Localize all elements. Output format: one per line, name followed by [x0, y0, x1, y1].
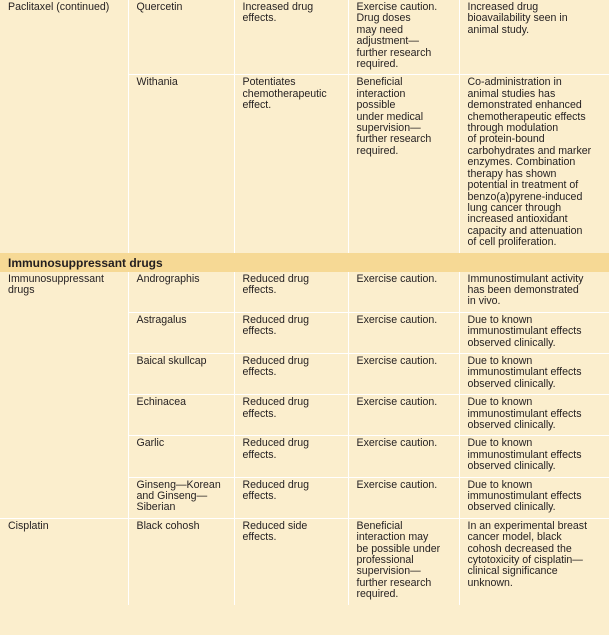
recommendation-cell: Exercise caution.	[348, 436, 459, 477]
effect-cell: Reduced drug effects.	[234, 353, 348, 394]
effect-cell: Potentiates chemotherapeutic effect.	[234, 75, 348, 253]
herb-cell: Baical skullcap	[128, 353, 234, 394]
recommendation-cell: Exercise caution.	[348, 395, 459, 436]
comment-cell: Due to known immunostimulant effects observed clinically.	[459, 312, 609, 353]
comment-cell: Due to known immunostimulant effects observed clinically.	[459, 353, 609, 394]
recommendation-cell: Beneficial interaction possible under medical supervision— further research required.	[348, 75, 459, 253]
section-title: Immunosuppressant drugs	[0, 253, 609, 272]
herb-cell: Ginseng—Korean and Ginseng— Siberian	[128, 477, 234, 518]
herb-cell: Astragalus	[128, 312, 234, 353]
table-row	[0, 353, 609, 394]
table-row	[0, 395, 609, 436]
comment-cell: Due to known immunostimulant effects observed clinically.	[459, 436, 609, 477]
recommendation-cell: Exercise caution. Drug doses may need adjustment— further research required.	[348, 0, 459, 75]
effect-cell: Reduced drug effects.	[234, 395, 348, 436]
drug-cell: Paclitaxel (continued)	[8, 1, 110, 13]
table-row	[0, 477, 609, 518]
recommendation-cell: Exercise caution.	[348, 312, 459, 353]
table-row	[0, 518, 609, 604]
effect-cell: Increased drug effects.	[234, 0, 348, 75]
table-row	[0, 272, 609, 313]
herb-cell: Garlic	[128, 436, 234, 477]
effect-cell: Reduced drug effects.	[234, 312, 348, 353]
table-row	[0, 436, 609, 477]
comment-cell: Immunostimulant activity has been demonstrated in vivo.	[459, 272, 609, 313]
effect-cell: Reduced drug effects.	[234, 272, 348, 313]
comment-cell: Due to known immunostimulant effects observed clinically.	[459, 395, 609, 436]
table-row	[0, 75, 609, 253]
drug-cell	[0, 436, 128, 477]
recommendation-cell: Exercise caution.	[348, 353, 459, 394]
drug-cell	[0, 75, 128, 253]
herb-cell: Echinacea	[128, 395, 234, 436]
drug-cell	[0, 395, 128, 436]
recommendation-cell: Exercise caution.	[348, 477, 459, 518]
herb-cell: Black cohosh	[128, 518, 234, 604]
comment-cell: In an experimental breast cancer model, black cohosh decreased the cytotoxicity of cisplatin— clinical significance unknown.	[459, 518, 609, 604]
drug-cell: Immunosuppressant drugs	[8, 272, 104, 296]
recommendation-cell: Beneficial interaction may be possible under professional supervision— further research required.	[348, 518, 459, 604]
herb-cell: Quercetin	[128, 0, 234, 75]
drug-cell	[0, 312, 128, 353]
herb-cell: Withania	[128, 75, 234, 253]
effect-cell: Reduced drug effects.	[234, 477, 348, 518]
comment-cell: Increased drug bioavailability seen in animal study.	[459, 0, 609, 75]
drug-cell	[0, 353, 128, 394]
table-row	[0, 312, 609, 353]
recommendation-cell: Exercise caution.	[348, 272, 459, 313]
herb-cell: Andrographis	[128, 272, 234, 313]
effect-cell: Reduced drug effects.	[234, 436, 348, 477]
section-header-row	[0, 253, 609, 272]
effect-cell: Reduced side effects.	[234, 518, 348, 604]
comment-cell: Due to known immunostimulant effects observed clinically.	[459, 477, 609, 518]
drug-cell	[0, 477, 128, 518]
drug-cell: Cisplatin	[0, 518, 128, 604]
table-row	[0, 0, 609, 75]
comment-cell: Co-administration in animal studies has demonstrated enhanced chemotherapeutic effects through modulation of protein-bound carbohydrates and marker enzymes. Combination therapy has shown potential in treatment of benzo(a)pyrene-induced lung cancer through increased antioxidant capacity and attenuation of cell proliferation.	[459, 75, 609, 253]
